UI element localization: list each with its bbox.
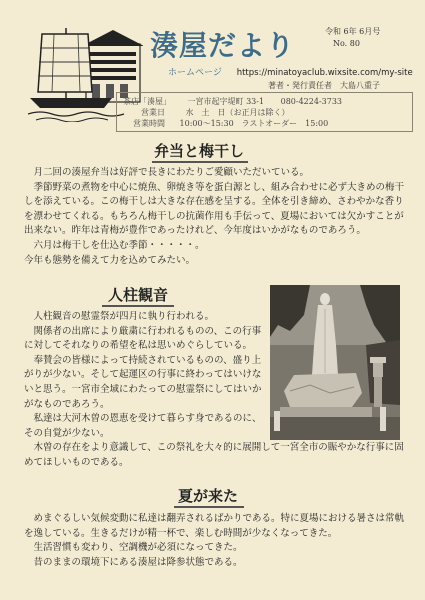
homepage-label: ホームページ <box>168 68 222 78</box>
paragraph: 関係者の出席により厳粛に行われるものの、この行事に対してそれなりの希望を私は思いめぐらしている。 <box>24 325 262 352</box>
issue-number: No. 80 <box>333 39 360 48</box>
section-heading-kannon: 人柱観音 <box>108 286 169 304</box>
paragraph: 月二回の湊屋弁当は好評で長きにわたりご愛顧いただいている。 <box>33 167 310 178</box>
shop-hours-row <box>133 118 328 129</box>
paragraph: 六月は梅干しを仕込む季節・・・・・。 <box>33 239 205 251</box>
section-body-kannon <box>24 310 264 441</box>
paragraph: 今年も態勢を備えて力を込めてみたい。 <box>24 254 196 266</box>
paragraph: 私達は大河木曽の恩恵を受けて暮らす身であるのに、その自覚が少ない。 <box>24 413 262 439</box>
issue-info <box>325 26 380 50</box>
paragraph: 木曽の存在をより意識して、この祭礼を大々的に展開して一宮全市の賑やかな行事に固めてほしいものである。 <box>24 442 404 468</box>
shop-address: 一宮市起字堤町 33-1 <box>187 97 265 106</box>
shop-address-row <box>123 96 342 107</box>
homepage-line <box>168 65 413 78</box>
issue-date: 令和 6年 6月号 <box>325 27 381 36</box>
hours-label: 営業時間 <box>133 119 165 128</box>
hours-value: 10:00～15:30 ラストオーダー 15:00 <box>179 119 329 128</box>
shop-name: 茶店「湊屋」 <box>123 97 171 106</box>
days-label: 営業日 <box>141 108 165 117</box>
paragraph: めまぐるしい気候変動に私達は翻弄されるばかりである。特に夏場における暑さは常軌を逸している。生きるだけが精一杯で、楽しむ時間が少なくなってきた。 <box>24 513 405 539</box>
section-body-kannon-tail <box>24 441 409 470</box>
section-body-summer <box>24 512 409 570</box>
section-heading-summer: 夏が来た <box>178 487 239 505</box>
shop-days-row <box>141 107 290 118</box>
heading-underline <box>174 506 244 508</box>
paragraph: 人柱観音の慰霊祭が四月に執り行われる。 <box>33 311 215 322</box>
homepage-link[interactable]: https://minatoyaclub.wixsite.com/my-site <box>236 68 413 78</box>
shop-info-box <box>116 92 413 132</box>
days-value: 水 土 日（お正月は除く） <box>185 108 290 117</box>
kannon-statue-photo <box>270 285 400 440</box>
shop-phone: 080-4224-3733 <box>280 97 343 106</box>
heading-underline <box>102 305 174 307</box>
section-body-bento <box>24 166 409 268</box>
paragraph: 昔のままの環境下にある湊屋は降参状態である。 <box>33 556 243 568</box>
paragraph: 生活習慣も変わり、空調機が必須になってきた。 <box>33 542 243 554</box>
editor-line: 著者・発行責任者 大島八重子 <box>268 81 380 90</box>
heading-underline <box>152 161 248 163</box>
newsletter-title: 湊屋だより <box>150 29 296 62</box>
paragraph: 季節野菜の煮物を中心に焼魚、卵焼き等を蛋白源とし、組み合わせに必ず大きめの梅干しを添えている。この梅干しは大きな存在感を呈する。全体を引き締め、さわやかな香りを漂わせてくれる。もちろん梅干しの抗菌作用も手伝って、夏場においては欠かすことが出来ない。昨年は青梅が豊作であったけれど、今年度はいかがなものであろう。 <box>24 181 405 237</box>
section-heading-bento: 弁当と梅干し <box>154 142 245 160</box>
paragraph: 奉賛会の皆様によって持続されているものの、盛り上がりが少ない。そして起運区の行事に終わってはいけないと思う。一宮市全域にわたっての慰霊祭にしてはいかがなものであろう。 <box>24 354 262 410</box>
